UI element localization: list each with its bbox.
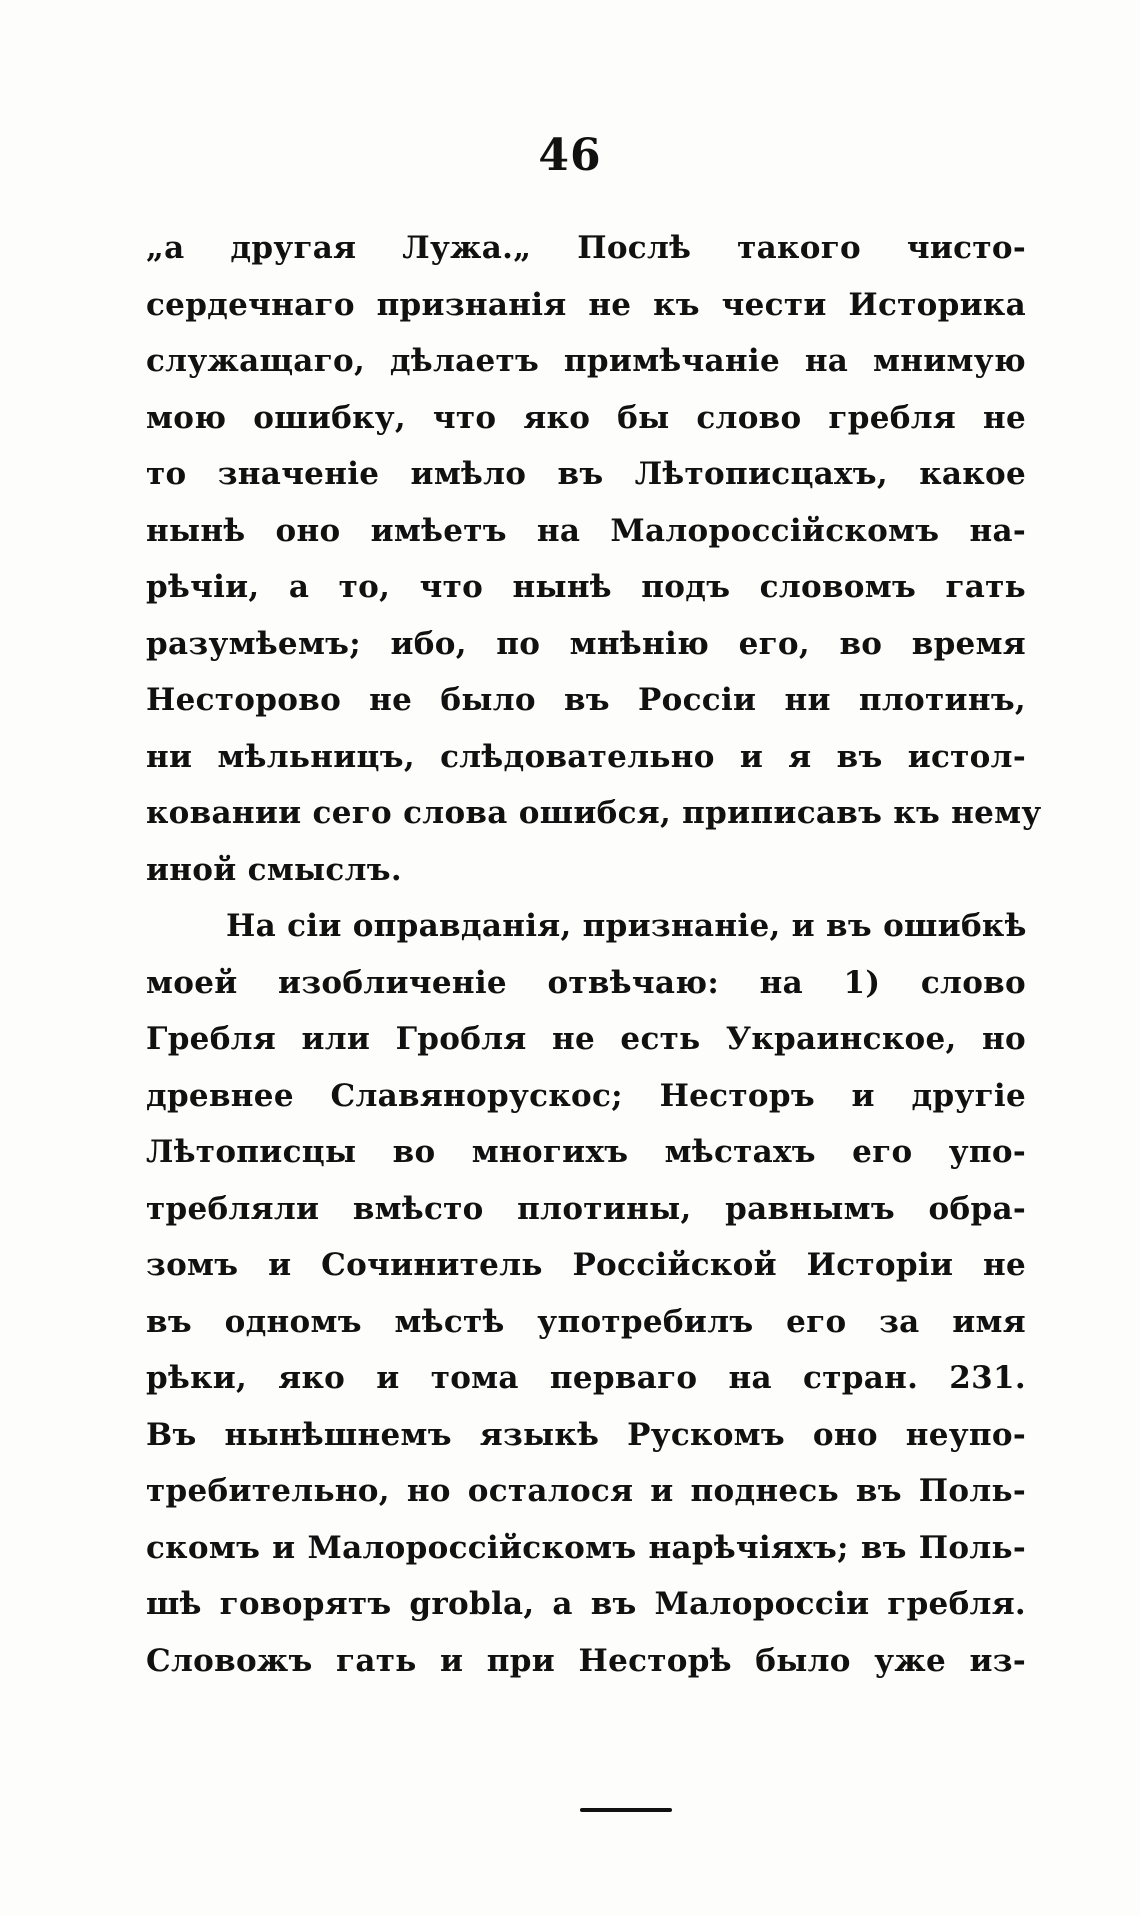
text-line: ковании сего слова ошибся, приписавъ къ нему [146, 795, 1042, 831]
text-line: сердечнаго признанія не къ чести Историка [146, 286, 1026, 323]
text-line: „а другая Лужа.„ Послѣ такого чисто- [146, 230, 1026, 266]
text-line: рѣчіи, а то, что нынѣ подъ словомъ гать [146, 569, 1026, 605]
text-line: требляли вмѣсто плотины, равнымъ обра- [146, 1190, 1026, 1227]
text-line: Словожъ гать и при Несторѣ было уже из- [146, 1642, 1026, 1679]
text-line: Лѣтописцы во многихъ мѣстахъ его упо- [146, 1134, 1026, 1170]
text-line: древнее Славянорускос; Несторъ и другіе [146, 1077, 1026, 1114]
text-line: шѣ говорятъ grobla, а въ Малороссіи гребля. [146, 1586, 1026, 1622]
text-line: въ одномъ мѣстѣ употребилъ его за имя [146, 1303, 1026, 1340]
text-line: служащаго, дѣлаетъ примѣчаніе на мнимую [146, 343, 1026, 379]
text-line: требительно, но осталося и поднесь въ Поль- [146, 1473, 1026, 1509]
text-line: то значеніе имѣло въ Лѣтописцахъ, какое [146, 456, 1026, 492]
text-line: ни мѣльницъ, слѣдовательно и я въ истол- [146, 738, 1026, 775]
text-line: зомъ и Сочинитель Россійской Исторіи не [146, 1247, 1026, 1283]
body-text [146, 220, 1042, 1689]
text-line: На сіи оправданія, признаніе, и въ ошибкѣ [226, 908, 1027, 944]
page-number: 46 [538, 130, 602, 181]
text-line: Гребля или Гробля не есть Украинское, но [146, 1021, 1026, 1057]
text-line: скомъ и Малороссійскомъ нарѣчіяхъ; въ Поль- [146, 1529, 1026, 1566]
text-line: нынѣ оно имѣетъ на Малороссійскомъ на- [146, 512, 1026, 549]
text-line: рѣки, яко и тома перваго на стран. 231. [146, 1360, 1026, 1396]
footer-rule [580, 1808, 672, 1812]
text-line: Несторово не было въ Россіи ни плотинъ, [146, 682, 1026, 718]
text-line: мою ошибку, что яко бы слово гребля не [146, 399, 1026, 436]
text-line: иной смыслъ. [146, 851, 402, 888]
text-line: Въ нынѣшнемъ языкѣ Рускомъ оно неупо- [146, 1416, 1026, 1453]
text-line: моей изобличеніе отвѣчаю: на 1) слово [146, 964, 1026, 1001]
text-line: разумѣемъ; ибо, по мнѣнію его, во время [146, 625, 1026, 662]
